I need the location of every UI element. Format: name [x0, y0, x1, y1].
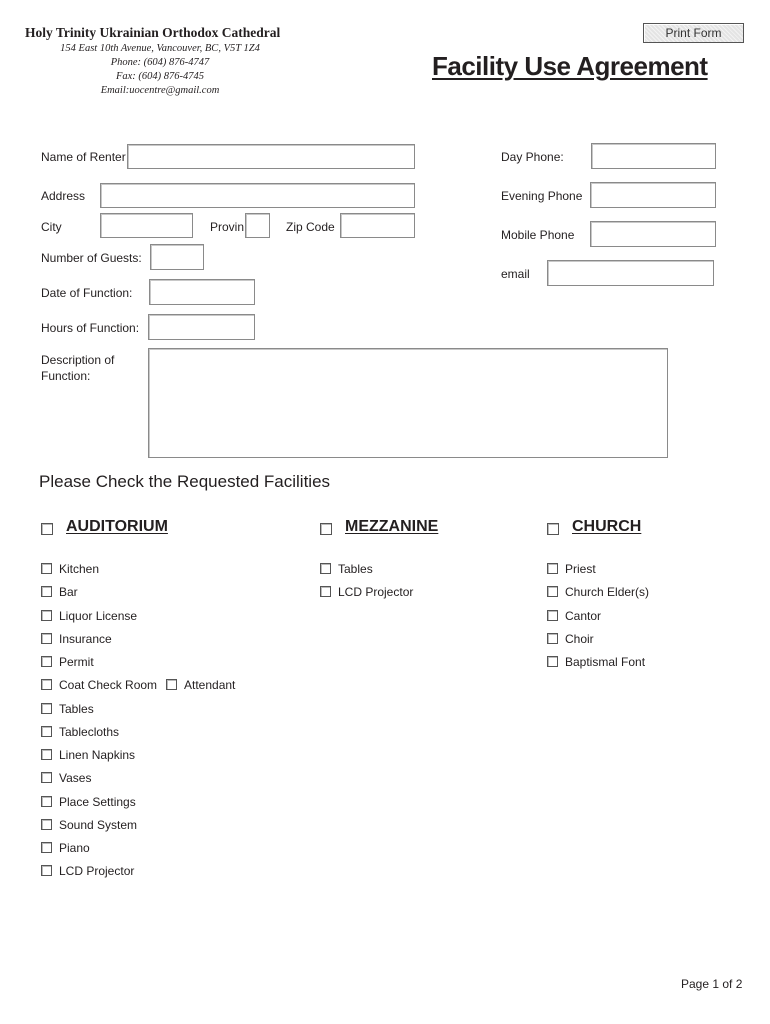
mezzanine-tables-label: Tables	[338, 562, 373, 576]
auditorium-tables-checkbox[interactable]	[41, 703, 52, 714]
mezzanine-tables-checkbox[interactable]	[320, 563, 331, 574]
church-checkbox[interactable]	[547, 523, 559, 535]
facilities-section-title: Please Check the Requested Facilities	[39, 472, 331, 491]
day-phone-field[interactable]	[591, 143, 716, 169]
attendant-checkbox[interactable]	[166, 679, 177, 690]
piano-checkbox[interactable]	[41, 842, 52, 853]
church-elders-checkbox[interactable]	[547, 586, 558, 597]
page-number: Page 1 of 2	[681, 977, 743, 991]
print-form-button[interactable]: Print Form	[643, 23, 744, 43]
form-title: Facility Use Agreement	[432, 51, 708, 81]
tablecloths-checkbox[interactable]	[41, 726, 52, 737]
bar-checkbox[interactable]	[41, 586, 52, 597]
day-phone-label: Day Phone:	[501, 150, 564, 164]
choir-label: Choir	[565, 632, 594, 646]
auditorium-lcd-projector-label: LCD Projector	[59, 864, 135, 878]
auditorium-heading: AUDITORIUM	[66, 518, 168, 535]
organization-phone: Phone: (604) 876-4747	[110, 57, 210, 68]
auditorium-checkbox[interactable]	[41, 523, 53, 535]
insurance-label: Insurance	[59, 632, 112, 646]
sound-system-label: Sound System	[59, 818, 138, 832]
hours-of-function-field[interactable]	[148, 314, 255, 340]
description-label-line2: Function:	[41, 369, 91, 383]
priest-checkbox[interactable]	[547, 563, 558, 574]
organization-email: Email:uocentre@gmail.com	[100, 85, 220, 96]
place-settings-label: Place Settings	[59, 795, 136, 809]
vases-checkbox[interactable]	[41, 772, 52, 783]
zip-code-label: Zip Code	[286, 220, 335, 234]
cantor-checkbox[interactable]	[547, 610, 558, 621]
bar-label: Bar	[59, 585, 78, 599]
place-settings-checkbox[interactable]	[41, 796, 52, 807]
auditorium-tables-label: Tables	[59, 702, 94, 716]
email-field[interactable]	[547, 260, 714, 286]
priest-label: Priest	[565, 562, 596, 576]
piano-label: Piano	[59, 841, 90, 855]
insurance-checkbox[interactable]	[41, 633, 52, 644]
choir-checkbox[interactable]	[547, 633, 558, 644]
mezzanine-heading: MEZZANINE	[345, 518, 439, 535]
description-label-line1: Description of	[41, 353, 115, 367]
tablecloths-label: Tablecloths	[59, 725, 120, 739]
email-label: email	[501, 267, 530, 281]
city-field[interactable]	[100, 213, 193, 238]
date-of-function-label: Date of Function:	[41, 286, 133, 300]
province-label: Provin	[210, 220, 245, 234]
attendant-label: Attendant	[184, 678, 236, 692]
mezzanine-checkbox[interactable]	[320, 523, 332, 535]
liquor-license-checkbox[interactable]	[41, 610, 52, 621]
mezzanine-lcd-projector-checkbox[interactable]	[320, 586, 331, 597]
permit-label: Permit	[59, 655, 94, 669]
number-of-guests-label: Number of Guests:	[41, 251, 142, 265]
name-of-renter-label: Name of Renter	[41, 150, 126, 164]
hours-of-function-label: Hours of Function:	[41, 321, 140, 335]
zip-code-field[interactable]	[340, 213, 415, 238]
linen-napkins-label: Linen Napkins	[59, 748, 136, 762]
liquor-license-label: Liquor License	[59, 609, 138, 623]
evening-phone-field[interactable]	[590, 182, 716, 208]
name-of-renter-field[interactable]	[127, 144, 415, 169]
mobile-phone-label: Mobile Phone	[501, 228, 575, 242]
sound-system-checkbox[interactable]	[41, 819, 52, 830]
church-elders-label: Church Elder(s)	[565, 585, 650, 599]
address-label: Address	[41, 189, 86, 203]
baptismal-font-label: Baptismal Font	[565, 655, 646, 669]
permit-checkbox[interactable]	[41, 656, 52, 667]
organization-name: Holy Trinity Ukrainian Orthodox Cathedral	[25, 25, 281, 40]
date-of-function-field[interactable]	[149, 279, 255, 305]
church-heading: CHURCH	[572, 518, 642, 535]
organization-fax: Fax: (604) 876-4745	[115, 71, 205, 82]
vases-label: Vases	[59, 771, 92, 785]
description-field[interactable]	[148, 348, 668, 458]
auditorium-lcd-projector-checkbox[interactable]	[41, 865, 52, 876]
baptismal-font-checkbox[interactable]	[547, 656, 558, 667]
linen-napkins-checkbox[interactable]	[41, 749, 52, 760]
organization-address: 154 East 10th Avenue, Vancouver, BC, V5T 1Z4	[60, 43, 260, 54]
city-label: City	[41, 220, 62, 234]
number-of-guests-field[interactable]	[150, 244, 204, 270]
cantor-label: Cantor	[565, 609, 602, 623]
coat-check-room-checkbox[interactable]	[41, 679, 52, 690]
kitchen-label: Kitchen	[59, 562, 100, 576]
evening-phone-label: Evening Phone	[501, 189, 583, 203]
mezzanine-lcd-projector-label: LCD Projector	[338, 585, 414, 599]
province-field[interactable]	[245, 213, 270, 238]
address-field[interactable]	[100, 183, 415, 208]
kitchen-checkbox[interactable]	[41, 563, 52, 574]
coat-check-room-label: Coat Check Room	[59, 678, 158, 692]
mobile-phone-field[interactable]	[590, 221, 716, 247]
